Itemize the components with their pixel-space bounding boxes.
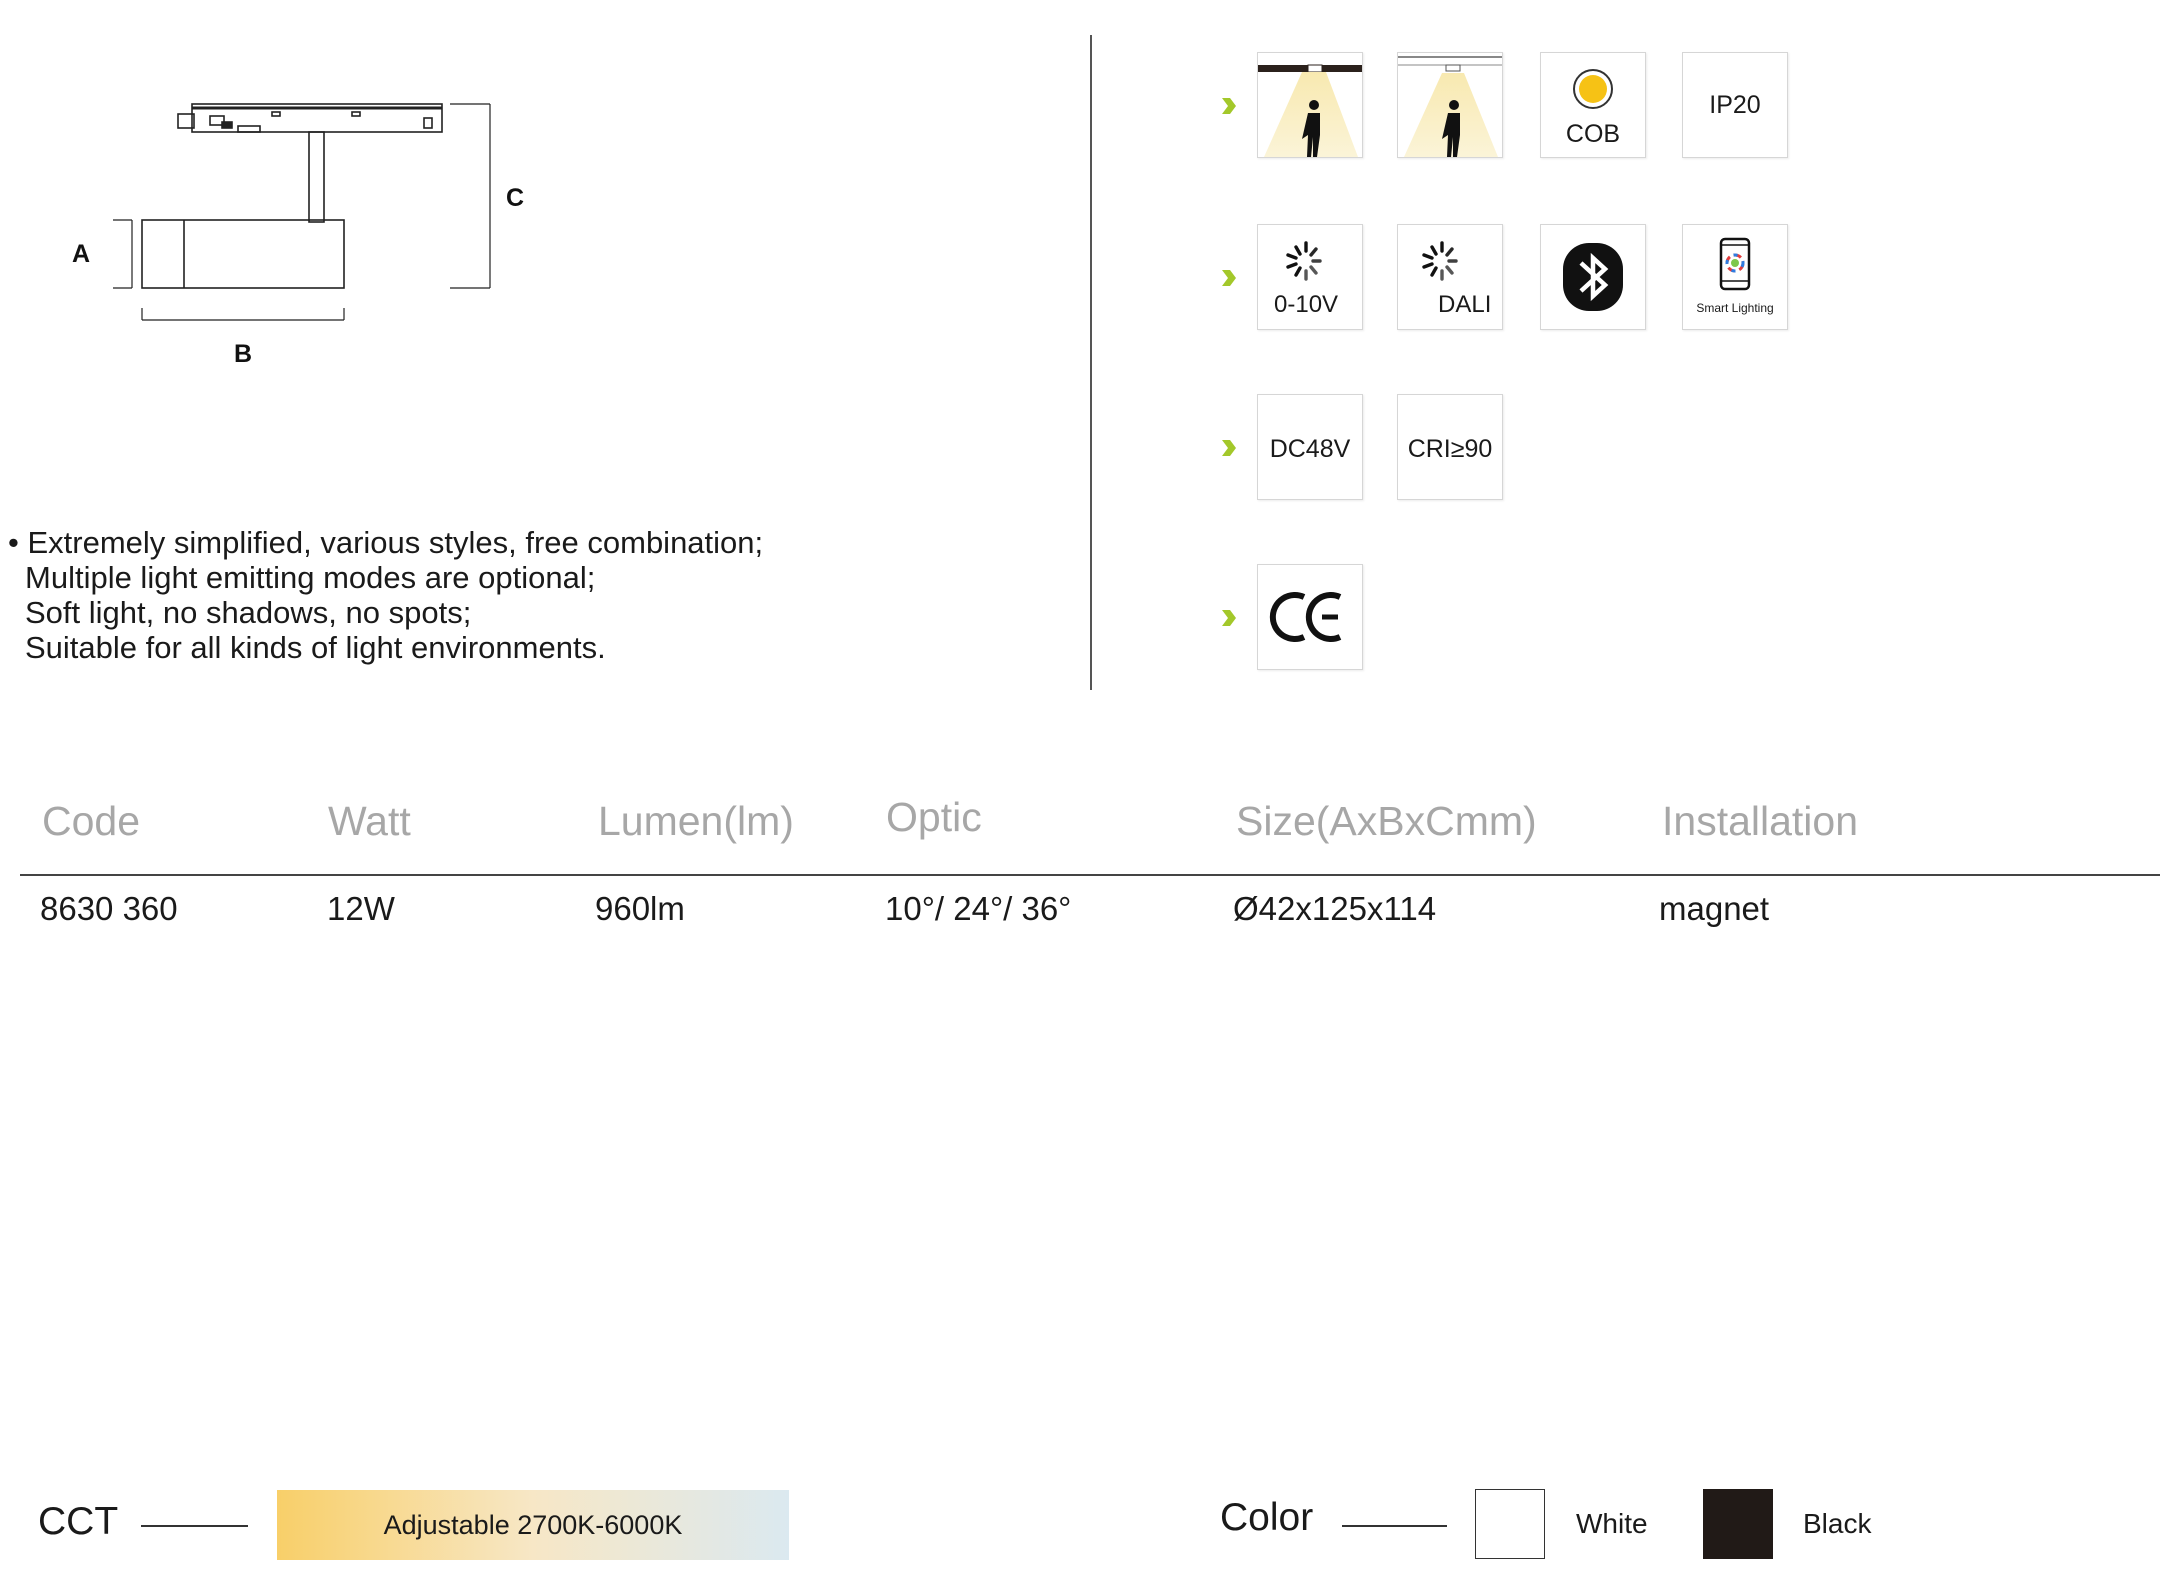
icon-label: DALI (1438, 291, 1492, 318)
cri-icon (1397, 394, 1503, 500)
color-swatch-white (1475, 1489, 1545, 1559)
color-name-black: Black (1803, 1508, 1872, 1539)
dimming-0-10v-icon (1257, 224, 1363, 330)
ce-mark-icon (1257, 564, 1363, 670)
product-dimension-drawing (60, 90, 580, 390)
table-cell-code: 8630 360 (40, 890, 178, 927)
suspended-track-light-icon (1397, 52, 1503, 158)
cct-label: CCT (38, 1500, 119, 1543)
green-arrow-icon (1220, 607, 1238, 629)
color-swatch-black (1703, 1489, 1773, 1559)
icon-label: DC48V (1269, 435, 1351, 463)
icon-label: CRI≥90 (1407, 435, 1493, 463)
dimension-label-c: C (506, 184, 525, 212)
feature-line: Soft light, no shadows, no spots; (25, 595, 472, 630)
table-cell-installation: magnet (1659, 890, 1770, 927)
smartphone-icon (1683, 225, 1787, 295)
dimension-label-b: B (234, 340, 253, 368)
table-header-size: Size(AxBxCmm) (1236, 798, 1537, 844)
icon-label: COB (1565, 120, 1621, 148)
table-header-installation: Installation (1662, 798, 1859, 844)
track-light-outline (60, 90, 580, 390)
vertical-divider (1090, 35, 1092, 690)
feature-line (8, 525, 763, 560)
table-cell-watt: 12W (327, 890, 395, 927)
dimming-dali-icon (1397, 224, 1503, 330)
green-arrow-icon (1220, 95, 1238, 117)
cct-gradient-bar (277, 1490, 789, 1560)
feature-description (8, 525, 763, 665)
surface-track-light-icon (1257, 52, 1363, 158)
color-connector-line (1342, 1525, 1447, 1527)
table-cell-lumen: 960lm (595, 890, 685, 927)
table-header-watt: Watt (328, 798, 411, 844)
bluetooth-icon (1540, 224, 1646, 330)
table-header-optic: Optic (886, 794, 982, 840)
cob-chip-icon (1540, 52, 1646, 158)
cct-connector-line (141, 1525, 248, 1527)
feature-line: Suitable for all kinds of light environments. (25, 630, 606, 665)
feature-line: Multiple light emitting modes are optional; (25, 560, 596, 595)
bullet: • (8, 525, 19, 560)
green-arrow-icon (1220, 437, 1238, 459)
table-cell-size: Ø42x125x114 (1233, 890, 1437, 927)
ip-rating-icon (1682, 52, 1788, 158)
dimension-label-a: A (72, 240, 91, 268)
green-arrow-icon (1220, 267, 1238, 289)
icon-label: 0-10V (1274, 291, 1339, 318)
feature-text: Extremely simplified, various styles, free combination; (27, 525, 764, 560)
color-name-white: White (1576, 1508, 1648, 1539)
voltage-icon (1257, 394, 1363, 500)
dimmer-spinner-icon (1268, 231, 1328, 291)
icon-label: IP20 (1709, 91, 1761, 119)
table-cell-optic: 10°/ 24°/ 36° (885, 890, 1072, 927)
smart-lighting-icon (1682, 224, 1788, 330)
dimmer-spinner-icon (1404, 231, 1464, 291)
icon-label: Smart Lighting (1696, 301, 1774, 315)
table-rule (20, 874, 2160, 876)
color-label: Color (1220, 1496, 1314, 1539)
table-header-lumen: Lumen(lm) (598, 798, 794, 844)
cct-bar-text: Adjustable 2700K-6000K (383, 1509, 683, 1540)
table-header-code: Code (42, 798, 141, 844)
